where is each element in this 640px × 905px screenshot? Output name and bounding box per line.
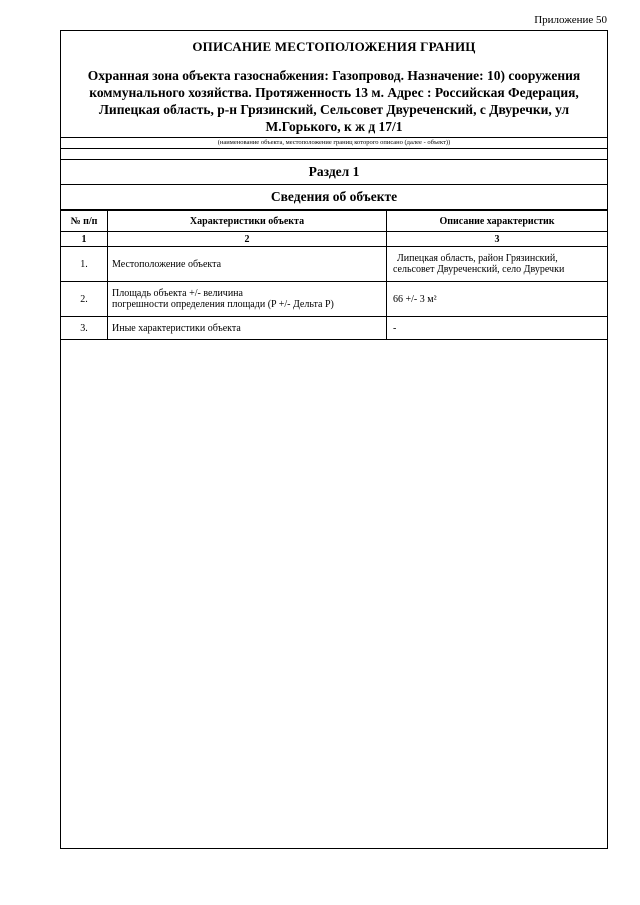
document-title: ОПИСАНИЕ МЕСТОПОЛОЖЕНИЯ ГРАНИЦ xyxy=(192,39,476,54)
column-number-row xyxy=(61,232,607,247)
row-num: 1. xyxy=(61,247,108,282)
section-subtitle: Сведения об объекте xyxy=(61,185,607,210)
description-line: сельсовет Двуреченский, село Двуречки xyxy=(393,264,565,275)
header-num: № п/п xyxy=(61,211,108,232)
row-num: 3. xyxy=(61,317,108,340)
column-number: 1 xyxy=(61,232,108,247)
document-frame xyxy=(60,30,608,849)
row-description: - xyxy=(387,317,608,340)
header-description: Описание характеристик xyxy=(387,211,608,232)
spacer-row xyxy=(61,149,607,160)
table-row xyxy=(61,282,607,317)
row-characteristic xyxy=(108,282,387,317)
header-characteristic: Характеристики объекта xyxy=(108,211,387,232)
object-name: Охранная зона объекта газоснабжения: Газопровод. Назначение: 10) сооружения коммунального хозяйства. Протяженность 13 м. Адрес : Российская Федерация, Липецкая область, р-н Грязинский, Сельсовет Двуреченский, с Двуречки, ул М.Горького, к ж д 17/1 xyxy=(87,68,581,134)
table-row xyxy=(61,317,607,340)
section-title: Раздел 1 xyxy=(61,160,607,185)
row-description xyxy=(387,247,608,282)
table-header-row xyxy=(61,211,607,232)
object-hint: (наименование объекта, местоположение границ которого описано (далее - объект)) xyxy=(61,137,607,149)
row-characteristic: Местоположение объекта xyxy=(108,247,387,282)
characteristic-line: Площадь объекта +/- величина xyxy=(112,288,243,299)
table-row xyxy=(61,247,607,282)
row-description: 66 +/- 3 м² xyxy=(387,282,608,317)
column-number: 2 xyxy=(108,232,387,247)
row-num: 2. xyxy=(61,282,108,317)
description-line: Липецкая область, район Грязинский, xyxy=(397,253,558,264)
characteristics-table xyxy=(61,210,607,340)
appendix-label: Приложение 50 xyxy=(534,14,607,26)
characteristic-line: погрешности определения площади (P +/- Дельта P) xyxy=(112,299,334,310)
column-number: 3 xyxy=(387,232,608,247)
row-characteristic: Иные характеристики объекта xyxy=(108,317,387,340)
